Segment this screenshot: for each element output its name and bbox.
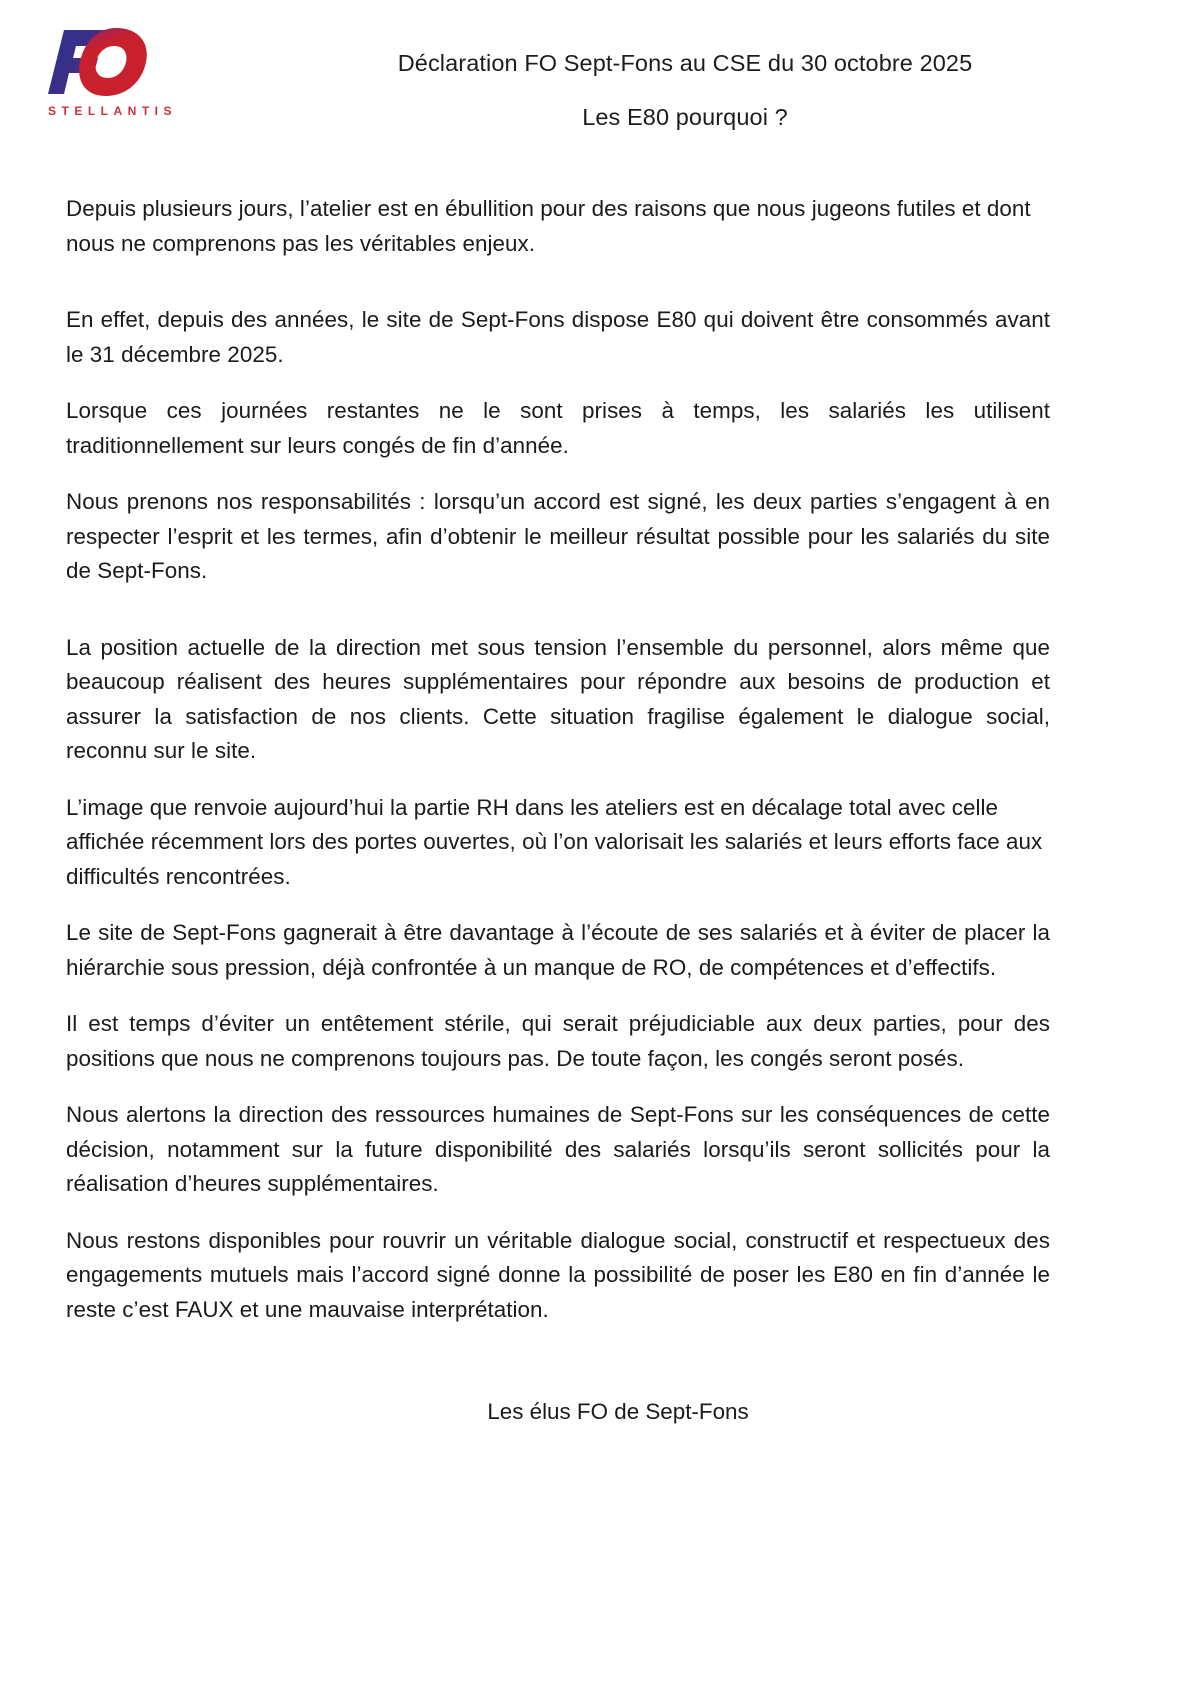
paragraph-6: L’image que renvoie aujourd’hui la partie RH dans les ateliers est en décalage total avec celle affichée récemment lors des portes ouvertes, où l’on valorisait les salariés et leurs efforts face aux difficultés rencontrées. (66, 794, 1043, 889)
signature-line: Les élus FO de Sept-Fons (487, 1399, 749, 1424)
title-block (230, 48, 1140, 132)
document-header (0, 0, 1200, 150)
spacer (66, 769, 1050, 791)
fo-stellantis-logo (38, 22, 188, 132)
spacer (66, 1202, 1050, 1224)
page-title: Déclaration FO Sept-Fons au CSE du 30 octobre 2025 (397, 50, 973, 76)
paragraph-4: Nous prenons nos responsabilités : lorsqu’un accord est signé, les deux parties s’engagent à en respecter l’esprit et les termes, afin d’obtenir le meilleur résultat possible pour les salariés du site de Sept-Fons. (66, 489, 1050, 583)
fo-logo-mark (38, 22, 158, 102)
spacer (66, 372, 1050, 394)
page-subtitle: Les E80 pourquoi ? (582, 104, 788, 130)
paragraph-5: La position actuelle de la direction met sous tension l’ensemble du personnel, alors même que beaucoup réalisent des heures supplémentaires pour répondre aux besoins de production et assurer la satisfaction de nos clients. Cette situation fragilise également le dialogue social, reconnu sur le site. (66, 634, 1050, 763)
paragraph-7: Le site de Sept-Fons gagnerait à être davantage à l’écoute de ses salariés et à éviter de placer la hiérarchie sous pression, déjà confrontée à un manque de RO, de compétences et d’effectifs. (66, 920, 1050, 980)
paragraph-10: Nous restons disponibles pour rouvrir un véritable dialogue social, constructif et respectueux des engagements mutuels mais l’accord signé donne la possibilité de poser les E80 en fin d’année le reste c’est FAUX et une mauvaise interprétation. (66, 1227, 1050, 1322)
document-body (66, 192, 1050, 1327)
spacer (66, 1076, 1050, 1098)
spacer (66, 463, 1050, 485)
paragraph-3: Lorsque ces journées restantes ne le sont prises à temps, les salariés les utilisent traditionnellement sur leurs congés de fin d’année. (66, 398, 1050, 458)
spacer (66, 985, 1050, 1007)
spacer (66, 589, 1050, 631)
spacer (66, 894, 1050, 916)
spacer (66, 261, 1050, 303)
logo-subtitle: STELLANTIS (48, 104, 177, 118)
paragraph-8: Il est temps d’éviter un entêtement stérile, qui serait préjudiciable aux deux parties, pour des positions que nous ne comprenons toujours pas. De toute façon, les congés seront posés. (66, 1011, 1050, 1071)
paragraph-2: En effet, depuis des années, le site de Sept-Fons dispose E80 qui doivent être consommés avant le 31 décembre 2025. (66, 307, 1050, 367)
paragraph-1: Depuis plusieurs jours, l’atelier est en ébullition pour des raisons que nous jugeons futiles et dont nous ne comprenons pas les véritables enjeux. (66, 196, 1031, 256)
paragraph-9: Nous alertons la direction des ressources humaines de Sept-Fons sur les conséquences de cette décision, notamment sur la future disponibilité des salariés lorsqu’ils seront sollicités pour la réalisation d’heures supplémentaires. (66, 1102, 1050, 1196)
